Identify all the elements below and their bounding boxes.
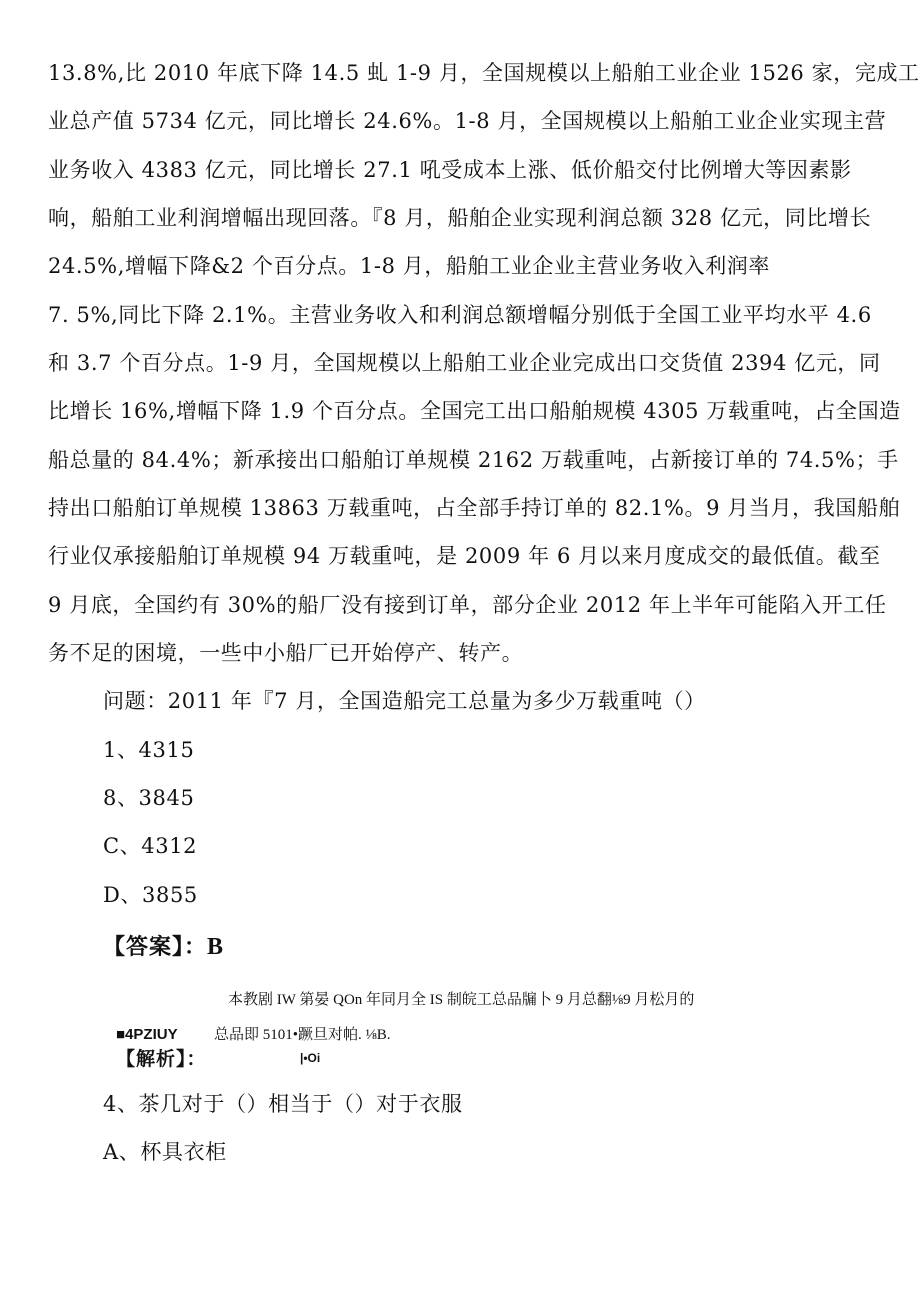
option-d: D、3855 [103,883,198,907]
passage-line: 响，船舶工业利润增幅出现回落。『8 月，船舶企业实现利润总额 328 亿元，同比增长 [48,206,872,230]
passage-line: 13.8%,比 2010 年底下降 14.5 虬 1-9 月，全国规模以上船舶工业企业 1526 家，完成工 [48,61,920,85]
explanation-prefix: ■4PZIUY [116,1026,178,1043]
passage-line: 9 月底，全国约有 30%的船厂没有接到订单，部分企业 2012 年上半年可能陷入开工任 [48,593,887,617]
passage-line: 业总产值 5734 亿元，同比增长 24.6%。1-8 月，全国规模以上船舶工业企业实现主营 [48,109,887,133]
next-question: 4、茶几对于（）相当于（）对于衣服 [103,1092,463,1116]
next-option-a: A、杯具衣柜 [103,1140,227,1164]
explanation-tail: |•Oi [300,1051,321,1065]
passage-line: 持出口船舶订单规模 13863 万载重吨，占全部手持订单的 82.1%。9 月当月，我国船舶 [48,496,901,520]
explanation-label: 【解析】： [116,1048,207,1070]
explanation-line-2: 总品即 5101•蹶旦对帕. ⅛B. [214,1027,391,1043]
passage-line: 24.5%,增幅下降&2 个百分点。1-8 月，船舶工业企业主营业务收入利润率 [48,254,771,278]
option-8: 8、3845 [103,786,195,810]
explanation-line-1: 本教剧 IW 第晏 QOn 年同月全 IS 制皖工总品牖卜 9 月总翻⅛9 月松月的 [228,992,695,1008]
option-1: 1、4315 [103,738,195,762]
passage-line: 行业仅承接船舶订单规模 94 万载重吨，是 2009 年 6 月以来月度成交的最低值。截至 [48,544,881,568]
passage-line: 船总量的 84.4%；新承接出口船舶订单规模 2162 万载重吨，占新接订单的 74.5%；手 [48,448,899,472]
answer-label: 【答案】： [103,935,208,960]
passage-line: 和 3.7 个百分点。1-9 月，全国规模以上船舶工业企业完成出口交货值 2394 亿元，同 [48,351,881,375]
passage-line: 务不足的困境，一些中小船厂已开始停产、转产。 [48,641,524,665]
answer-value: B [207,934,225,960]
answer [103,930,224,961]
passage-line: 7. 5%,同比下降 2.1%。主营业务收入和利润总额增幅分别低于全国工业平均水平 4.6 [48,303,872,327]
option-c: C、4312 [103,834,198,858]
question: 问题：2011 年『7 月，全国造船完工总量为多少万载重吨（） [103,689,706,713]
passage-line: 业务收入 4383 亿元，同比增长 27.1 吼受成本上涨、低价船交付比例增大等因素影 [48,158,852,182]
passage-line: 比增长 16%,增幅下降 1.9 个百分点。全国完工出口船舶规模 4305 万载重吨，占全国造 [48,399,901,423]
